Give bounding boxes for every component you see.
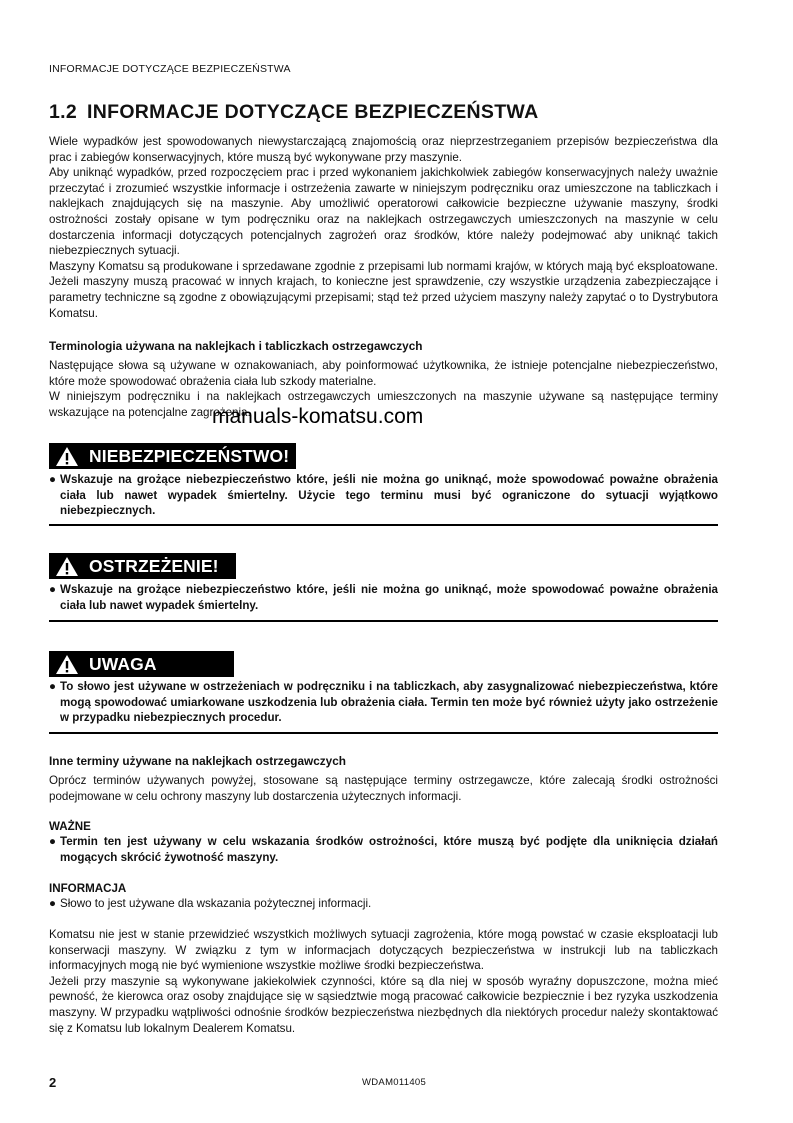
caution-description (49, 679, 718, 726)
wazne-text: Termin ten jest używany w celu wskazania środków ostrożności, które muszą być podjęte dla uniknięcia działań mogących skrócić żywotność maszyny. (60, 835, 718, 864)
divider (49, 620, 718, 622)
danger-description (49, 472, 718, 519)
watermark-text: manuals-komatsu.com (212, 405, 424, 428)
other-terms-section (49, 754, 718, 804)
wazne-label: WAŻNE (49, 820, 91, 833)
other-terms-paragraph: Oprócz terminów używanych powyżej, stosowane są następujące terminy ostrzegawcze, które zalecają środki ostrożności podejmowane w celu ochrony maszyny lub dostarczenia użytecznych informacji. (49, 774, 718, 803)
informacja-label: INFORMACJA (49, 882, 127, 895)
warning-triangle-icon (55, 556, 79, 577)
intro-paragraph: Maszyny Komatsu są produkowane i sprzedawane zgodnie z przepisami lub normami krajów, w których mają być eksploatowane. Jeżeli maszyny muszą pracować w innych krajach, to konieczne jest sprawdzenie, czy wszystkie urządzenia zabezpieczające i parametry techniczne są zgodne z obowiązującymi przepisami; stąd też przed użyciem maszyny należy zapytać o to Dystrybutora Komatsu. (49, 259, 718, 320)
intro-paragraph: Wiele wypadków jest spowodowanych niewystarczającą znajomością oraz nieprzestrzeganiem przepisów bezpieczeństwa dla prac i zabiegów konserwacyjnych, które muszą być wykonywane przy maszynie. (49, 135, 718, 164)
divider (49, 732, 718, 734)
intro-section (49, 134, 718, 321)
closing-paragraph: Jeżeli przy maszynie są wykonywane jakiekolwiek czynności, które są dla niej w sposób wyraźny dopuszczone, można mieć pewność, że kierowca oraz osoby znajdujące się w sąsiedztwie mogą pracować całkowicie bezpiecznie i bez ryzyka uszkodzenia maszyny. W przypadku wątpliwości odnośnie środków bezpieczeństwa niezbędnych dla niektórych procedur należy skontaktować się z Komatsu lub lokalnym Dealerem Komatsu. (49, 974, 718, 1035)
warning-triangle-icon (55, 446, 79, 467)
terminology-heading: Terminologia używana na naklejkach i tabliczkach ostrzegawczych (49, 339, 423, 353)
warning-label: OSTRZEŻENIE! (89, 555, 219, 576)
section-number: 1.2 (49, 101, 78, 123)
warning-signal-box (49, 553, 236, 579)
section-title-text: INFORMACJE DOTYCZĄCE BEZPIECZEŃSTWA (87, 101, 539, 123)
wazne-section (49, 819, 718, 865)
danger-signal-box (49, 443, 296, 469)
page-number: 2 (49, 1075, 57, 1090)
informacja-section (49, 881, 718, 912)
warning-description (49, 582, 718, 613)
informacja-text: Słowo to jest używane dla wskazania pożytecznej informacji. (60, 897, 372, 910)
closing-section (49, 927, 718, 1036)
danger-label: NIEBEZPIECZEŃSTWO! (89, 445, 290, 466)
section-title (49, 101, 538, 124)
caution-text: To słowo jest używane w ostrzeżeniach w podręczniku i na tabliczkach, aby zasygnalizować niebezpieczeństwa, które mogą spowodować umiarkowane uszkodzenia lub obrażenia ciała. Termin ten może być również użyty jako ostrzeżenie w przypadku niebezpiecznych procedur. (60, 680, 718, 725)
caution-label: UWAGA (89, 653, 157, 674)
closing-paragraph: Komatsu nie jest w stanie przewidzieć wszystkich możliwych sytuacji zagrożenia, które mogą powstać w czasie eksploatacji lub konserwacji maszyny. W związku z tym w informacjach dotyczących bezpieczeństwa w instrukcji lub na tabliczkach informacyjnych mogą nie być wymienione wszystkie możliwe środki bezpieczeństwa. (49, 928, 718, 973)
terminology-paragraph: Następujące słowa są używane w oznakowaniach, aby poinformować użytkownika, że istnieje potencjalne niebezpieczeństwo, które może spowodować obrażenia ciała lub szkody materialne. (49, 359, 718, 388)
danger-text: Wskazuje na grożące niebezpieczeństwo które, jeśli nie można go uniknąć, może spowodować poważne obrażenia ciała lub nawet wypadek śmiertelny. Użycie tego terminu musi być ograniczone do sytuacji wyjątkowo niebezpiecznych. (60, 473, 718, 518)
bullet-dot-icon: ● (49, 473, 57, 486)
bullet-dot-icon: ● (49, 680, 57, 693)
caution-signal-box (49, 651, 234, 677)
warning-triangle-icon (55, 654, 79, 675)
terminology-paragraph: W niniejszym podręczniku i na naklejkach ostrzegawczych umieszczonych na maszynie używane są następujące terminy wskazujące na potencjalne zagrożenia. (49, 390, 718, 419)
bullet-dot-icon: ● (49, 583, 57, 596)
intro-paragraph: Aby uniknąć wypadków, przed rozpoczęciem prac i przed wykonaniem jakichkolwiek zabiegów konserwacyjnych należy uważnie przeczytać i zrozumieć wszystkie informacje i ostrzeżenia zawarte w niniejszym podręczniku oraz umieszczone na tabliczkach i naklejkach znajdujących się na maszynie. Aby umożliwić operatorowi całkowicie bezpieczne używanie maszyny, środki ostrożności zostały opisane w tym podręczniku oraz na naklejkach ostrzegawczych umieszczonych na maszynie w celu dostarczenia informacji dotyczących potencjalnych zagrożeń oraz środków, które należy podejmować aby uniknąć takich niebezpiecznych sytuacji. (49, 166, 718, 258)
other-terms-heading: Inne terminy używane na naklejkach ostrzegawczych (49, 754, 346, 768)
bullet-dot-icon: ● (49, 897, 57, 910)
document-code: WDAM011405 (362, 1077, 427, 1088)
divider (49, 524, 718, 526)
warning-text: Wskazuje na grożące niebezpieczeństwo które, jeśli nie można go uniknąć, może spowodować poważne obrażenia ciała lub nawet wypadek śmiertelny. (60, 583, 718, 612)
bullet-dot-icon: ● (49, 835, 57, 848)
running-head: INFORMACJE DOTYCZĄCE BEZPIECZEŃSTWA (49, 63, 291, 75)
